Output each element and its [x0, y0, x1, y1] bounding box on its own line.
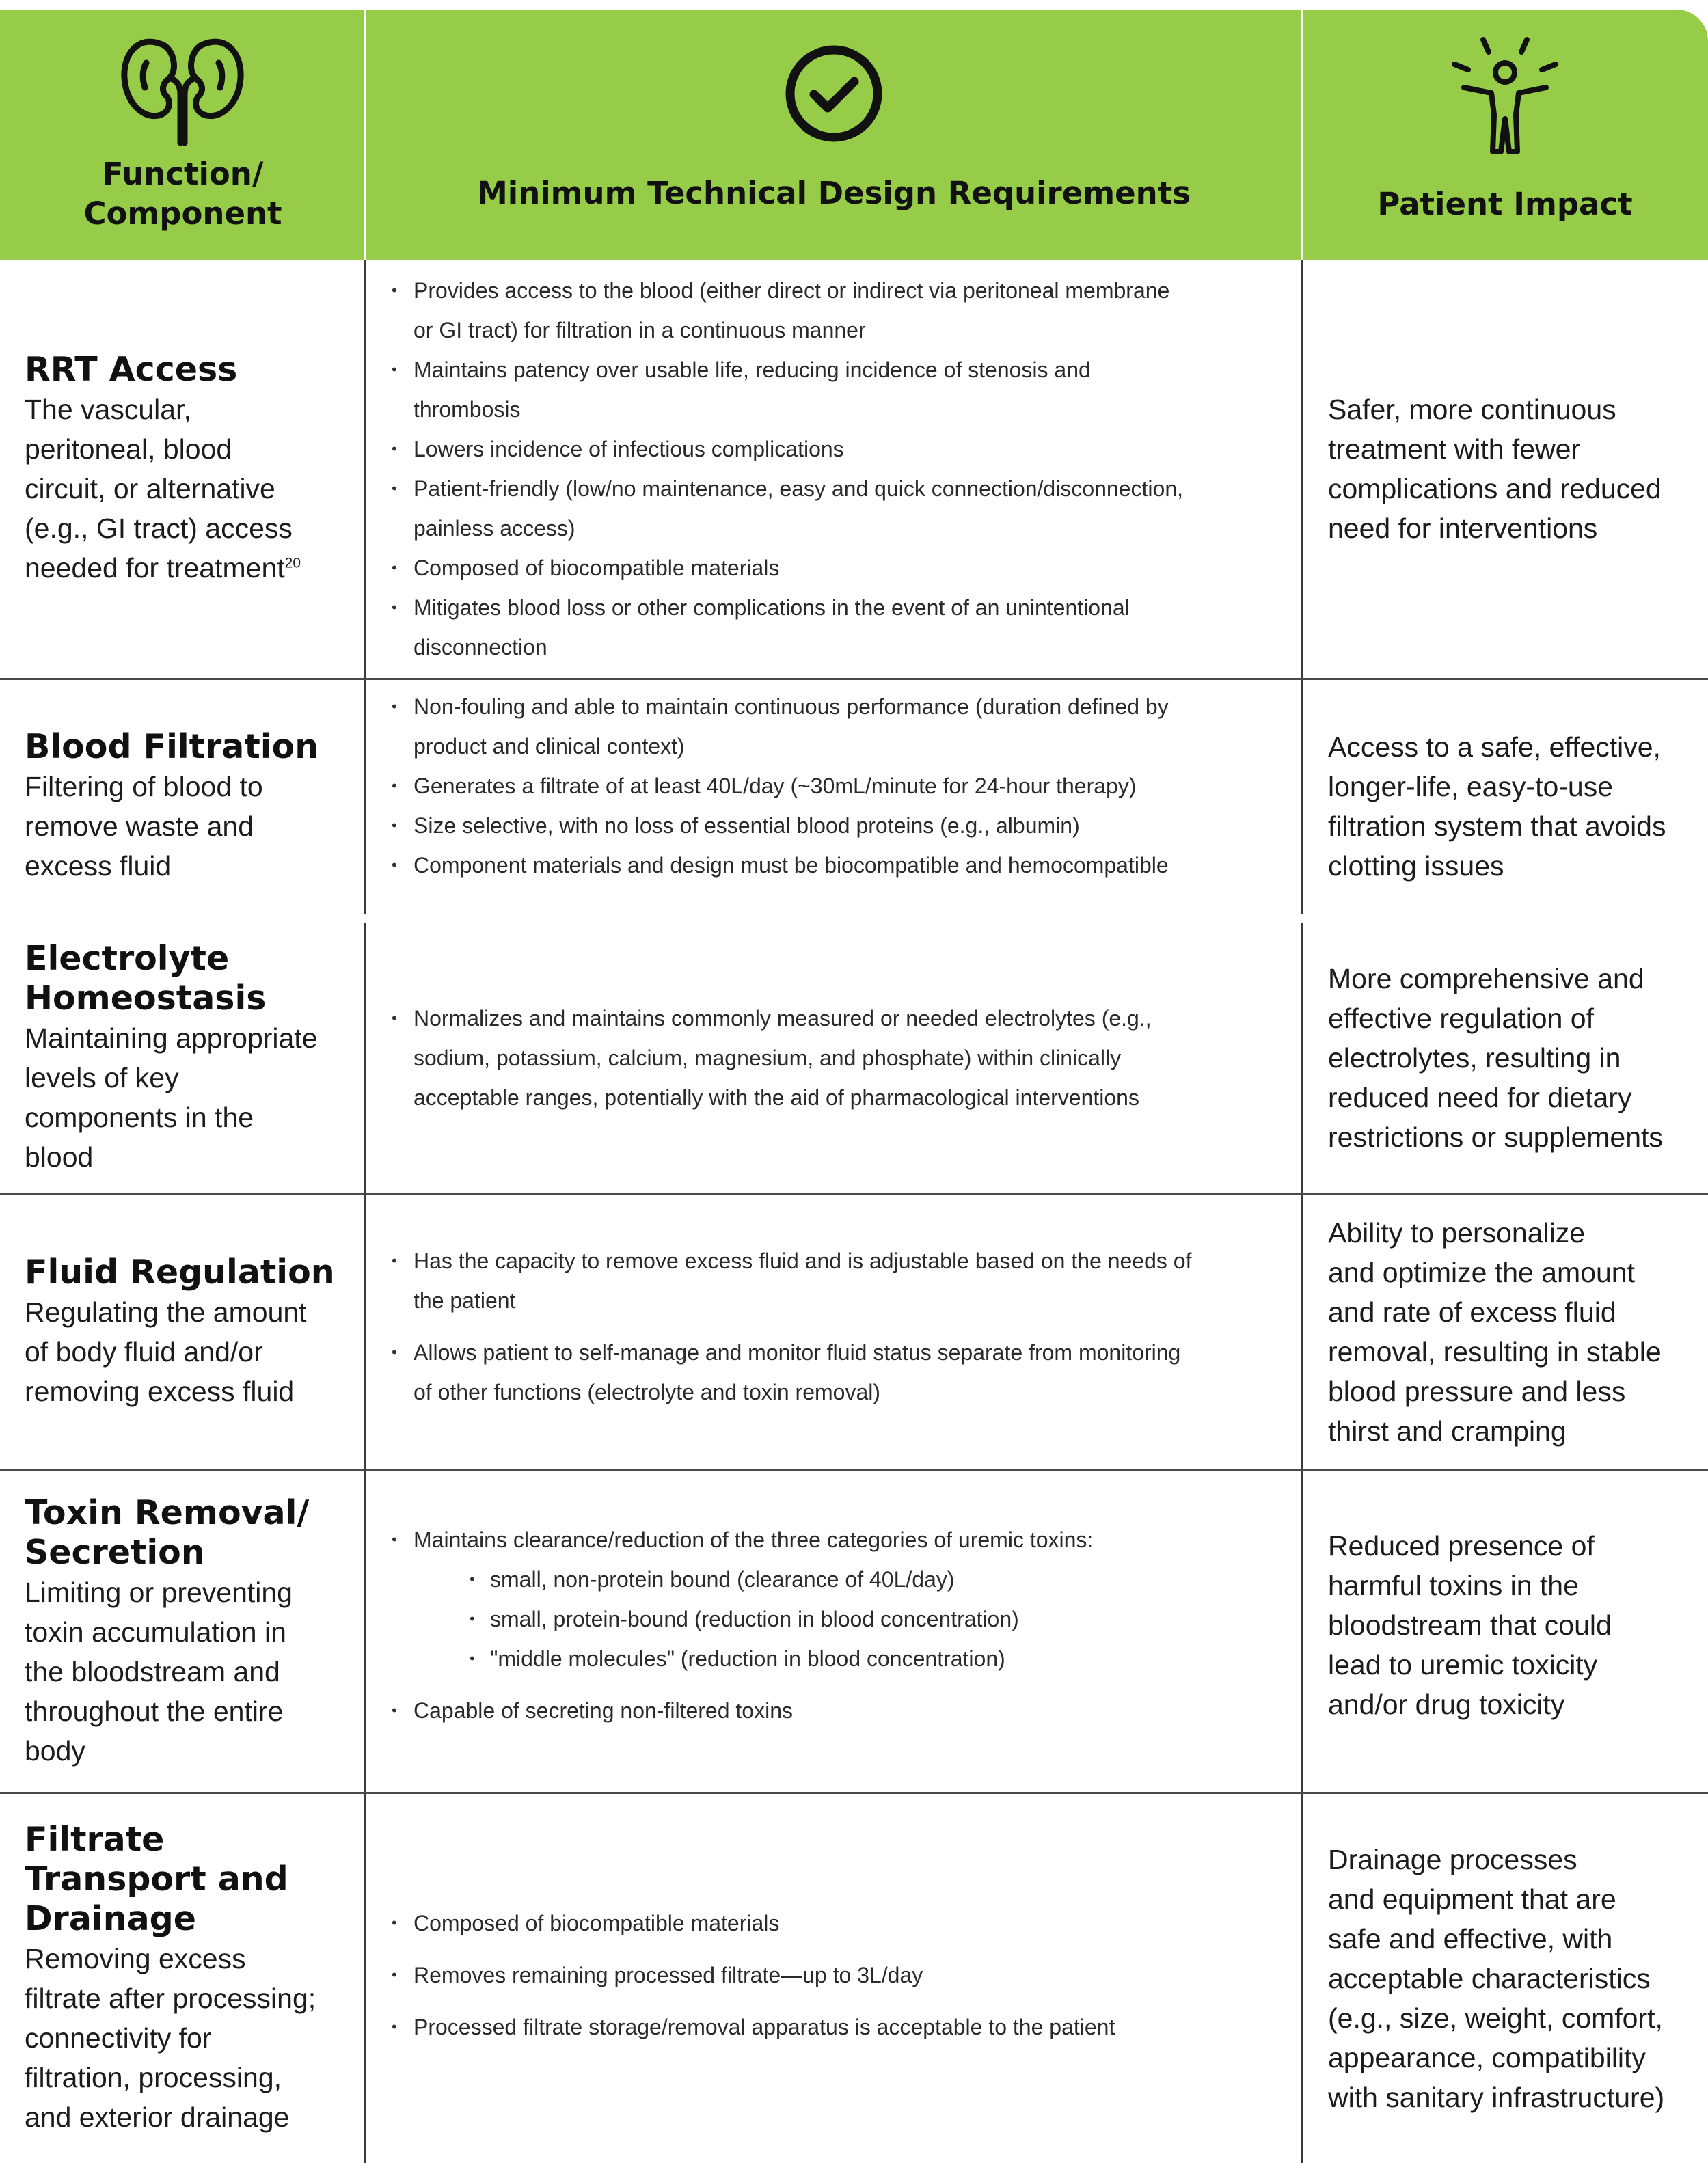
list-item: • Composed of biocompatible materials	[386, 548, 1282, 588]
row-title: Blood Filtration	[25, 727, 319, 766]
row-blood-filtration-impact: Access to a safe, effective, longer-life, easy-to-use filtration system that avoids clotting issues	[1328, 731, 1666, 882]
row-filtrate-transport-impact: Drainage processes and equipment that are safe and effective, with acceptable characteristics (e.g., size, weight, comfort, appearance, compatibility with sanitary infrastructure)	[1328, 1844, 1665, 2113]
sub-list-item: • small, non-protein bound (clearance of 40L/day)	[386, 1560, 1282, 1599]
row-rrt-access-requirements	[366, 260, 1302, 678]
row-title: Toxin Removal/ Secretion	[25, 1493, 310, 1572]
list-item: • Component materials and design must be biocompatible and hemocompatible	[386, 845, 1282, 885]
header-col3-label: Patient Impact	[1377, 186, 1633, 222]
list-item: • Removes remaining processed filtrate—up to 3L/day	[386, 1955, 1282, 1995]
list-item: • Mitigates blood loss or other complications in the event of an unintentional disconnection	[386, 588, 1282, 667]
header-function-component	[0, 10, 366, 260]
list-item: • Normalizes and maintains commonly measured or needed electrolytes (e.g., sodium, potassium, calcium, magnesium, and phosphate) within clinically acceptable ranges, potentially with the aid of pharmacological interventions	[386, 998, 1282, 1117]
row-electrolyte-requirements	[366, 923, 1302, 1193]
person-celebrating-icon	[1450, 34, 1560, 156]
row-rrt-access-function	[0, 260, 366, 678]
list-item: • Has the capacity to remove excess fluid and is adjustable based on the needs of the patient	[386, 1241, 1282, 1320]
row-description: Limiting or preventing toxin accumulation in the bloodstream and throughout the entire body	[25, 1576, 293, 1767]
row-blood-filtration-function	[0, 680, 366, 923]
row-description: Maintaining appropriate levels of key components in the blood	[25, 1022, 318, 1173]
list-item: • Size selective, with no loss of essential blood proteins (e.g., albumin)	[386, 806, 1282, 845]
row-blood-filtration-requirements	[366, 680, 1302, 923]
checkmark-circle-icon	[784, 44, 884, 144]
sub-list-item: • small, protein-bound (reduction in blood concentration)	[386, 1599, 1282, 1639]
list-item: • Processed filtrate storage/removal apparatus is acceptable to the patient	[386, 2007, 1282, 2047]
header-requirements	[366, 10, 1302, 260]
row-fluid-regulation-requirements	[366, 1195, 1302, 1469]
row-filtrate-transport-function	[0, 1794, 366, 2163]
row-description: Regulating the amount of body fluid and/or removing excess fluid	[25, 1296, 307, 1407]
row-description: Filtering of blood to remove waste and excess fluid	[25, 771, 263, 882]
row-filtrate-transport-requirements	[366, 1794, 1302, 2163]
row-rrt-access-impact: Safer, more continuous treatment with fewer complications and reduced need for interventions	[1328, 394, 1662, 544]
header-col2-label: Minimum Technical Design Requirements	[477, 175, 1191, 211]
table-header	[0, 10, 1708, 260]
row-description: Removing excess filtrate after processing; connectivity for filtration, processing, and exterior drainage	[25, 1943, 316, 2133]
list-item: • Generates a filtrate of at least 40L/day (~30mL/minute for 24-hour therapy)	[386, 766, 1282, 806]
row-title: RRT Access	[25, 350, 238, 389]
kidneys-icon	[118, 30, 247, 146]
row-toxin-removal-function	[0, 1471, 366, 1792]
list-item: • Composed of biocompatible materials	[386, 1903, 1282, 1943]
row-title: Electrolyte Homeostasis	[25, 939, 267, 1018]
list-item: • Maintains clearance/reduction of the three categories of uremic toxins:	[386, 1520, 1282, 1560]
row-electrolyte-impact: More comprehensive and effective regulation of electrolytes, resulting in reduced need for dietary restrictions or supplements	[1328, 963, 1663, 1153]
list-item: • Provides access to the blood (either direct or indirect via peritoneal membrane or GI tract) for filtration in a continuous manner	[386, 271, 1282, 350]
row-title: Filtrate Transport and Drainage	[25, 1820, 288, 1938]
header-patient-impact	[1302, 10, 1708, 260]
list-item: • Non-fouling and able to maintain continuous performance (duration defined by product and clinical context)	[386, 687, 1282, 766]
list-item: • Maintains patency over usable life, reducing incidence of stenosis and thrombosis	[386, 350, 1282, 429]
footnote-ref: 20	[284, 555, 301, 571]
row-electrolyte-function	[0, 923, 366, 1193]
header-col1-line1: Function/	[102, 156, 264, 192]
list-item: • Lowers incidence of infectious complications	[386, 429, 1282, 469]
list-item: • Capable of secreting non-filtered toxins	[386, 1691, 1282, 1730]
row-title: Fluid Regulation	[25, 1253, 335, 1292]
list-item: • Allows patient to self-manage and monitor fluid status separate from monitoring of other functions (electrolyte and toxin removal)	[386, 1333, 1282, 1412]
list-item: • Patient-friendly (low/no maintenance, easy and quick connection/disconnection, painless access)	[386, 469, 1282, 548]
sub-list-item: • "middle molecules" (reduction in blood concentration)	[386, 1639, 1282, 1678]
row-fluid-regulation-impact: Ability to personalize and optimize the amount and rate of excess fluid removal, resulting in stable blood pressure and less thirst and cramping	[1328, 1217, 1662, 1447]
row-toxin-removal-requirements	[366, 1471, 1302, 1792]
row-description: The vascular, peritoneal, blood circuit, or alternative (e.g., GI tract) access needed for treatment$^{20}$	[25, 394, 301, 584]
row-fluid-regulation-function	[0, 1195, 366, 1469]
row-toxin-removal-impact: Reduced presence of harmful toxins in the bloodstream that could lead to uremic toxicity and/or drug toxicity	[1328, 1529, 1612, 1720]
header-col1-line2: Component	[83, 195, 282, 232]
